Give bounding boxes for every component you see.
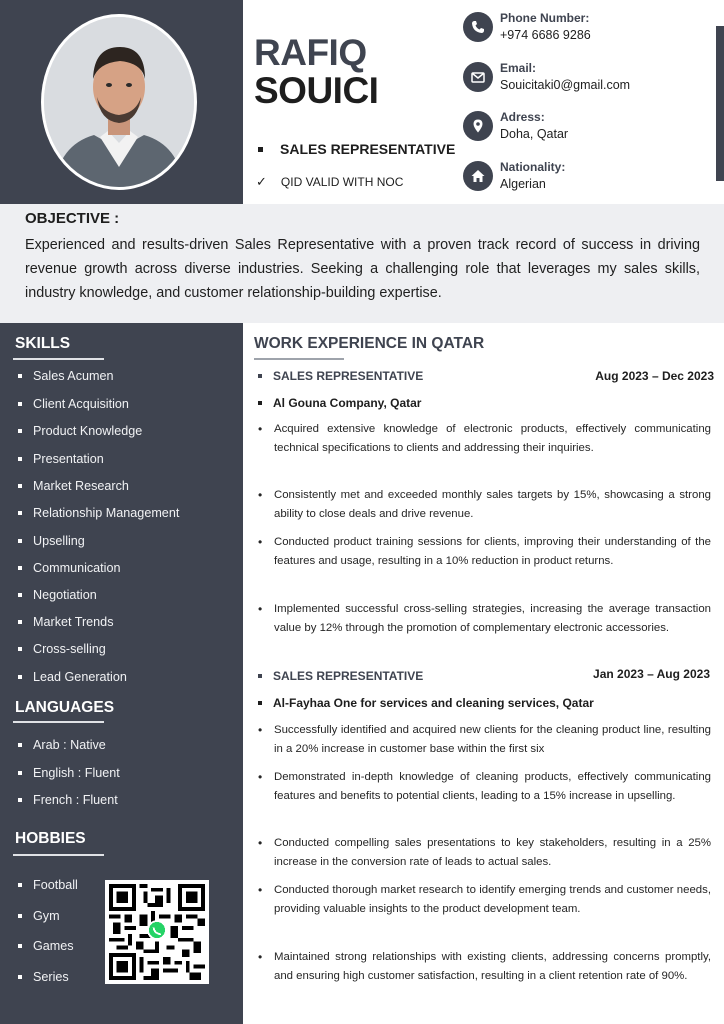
square-bullet-icon [18, 620, 22, 624]
bullet-text: Consistently met and exceeded monthly sales targets by 15%, showcasing a strong ability to close deals and drive revenue. [274, 489, 711, 520]
nationality-value: Algerian [500, 177, 546, 191]
square-bullet-icon [18, 484, 22, 488]
square-bullet-icon [18, 975, 22, 979]
contact-email [463, 60, 630, 94]
job-bullet: • Maintained strong relationships with existing clients, addressing concerns promptly, and ensuring high customer satisfaction, resulting in a client retention rate of 90%. [258, 948, 711, 985]
skill-label: Communication [33, 561, 121, 575]
skill-label: Cross-selling [33, 642, 106, 656]
skills-title: SKILLS [15, 335, 71, 352]
square-bullet-icon [18, 402, 22, 406]
experience-title: WORK EXPERIENCE IN QATAR [254, 335, 485, 352]
job-role [258, 369, 423, 383]
square-bullet-icon [258, 701, 262, 705]
whatsapp-qr-code[interactable] [105, 880, 209, 984]
phone-icon [463, 12, 493, 42]
square-bullet-icon [258, 374, 262, 378]
skill-label: Lead Generation [33, 670, 127, 684]
skill-item [18, 534, 85, 548]
full-name [254, 34, 378, 110]
skill-item [18, 479, 129, 493]
job-dates: Jan 2023 – Aug 2023 [593, 667, 710, 681]
language-label: English : Fluent [33, 766, 120, 780]
job-bullet: • Acquired extensive knowledge of electronic products, effectively communicating technical specifications to clients and addressing their inquiries. [258, 420, 711, 457]
checkmark-icon: ✓ [256, 174, 267, 189]
home-icon [463, 161, 493, 191]
square-bullet-icon [258, 674, 262, 678]
skill-item [18, 561, 121, 575]
language-label: French : Fluent [33, 793, 118, 807]
qid-status: QID VALID WITH NOC [280, 175, 404, 189]
location-pin-icon [463, 111, 493, 141]
job-title: SALES REPRESENTATIVE [280, 141, 456, 157]
hobby-item [18, 970, 69, 984]
accent-bar [716, 26, 724, 181]
bullet-text: Acquired extensive knowledge of electronic products, effectively communicating technical specifications to clients and addressing their inquiries. [274, 423, 711, 454]
hobby-label: Games [33, 939, 74, 953]
address-value: Doha, Qatar [500, 127, 569, 141]
objective-section [0, 204, 724, 323]
hobby-item [18, 939, 74, 953]
skill-label: Market Research [33, 479, 129, 493]
skill-label: Product Knowledge [33, 424, 143, 438]
phone-value: +974 6686 9286 [500, 28, 591, 42]
section-divider [13, 854, 104, 856]
skill-label: Sales Acumen [33, 369, 114, 383]
contact-nationality [463, 159, 565, 193]
job-company [258, 396, 421, 410]
objective-text: Experienced and results-driven Sales Representative with a proven track record of success in driving revenue growth across diverse industries. Seeking a challenging role that leverages my sales skills, industry knowledge, and customer relationship-building expertise. [25, 237, 700, 301]
skill-item [18, 588, 97, 602]
section-divider [13, 358, 104, 360]
first-name: RAFIQ [254, 32, 367, 73]
bullet-text: Demonstrated in-depth knowledge of cleaning products, effectively communicating features and benefits to potential clients, leading to a 15% increase in upselling. [274, 771, 711, 802]
contact-address [463, 109, 568, 143]
job-title-row [258, 141, 455, 157]
skill-label: Client Acquisition [33, 397, 129, 411]
hobbies-title: HOBBIES [15, 830, 86, 847]
objective-title: OBJECTIVE : [25, 210, 120, 227]
hobby-item [18, 878, 78, 892]
square-bullet-icon [18, 743, 22, 747]
company-name: Al-Fayhaa One for services and cleaning services, Qatar [273, 696, 594, 710]
square-bullet-icon [18, 374, 22, 378]
square-bullet-icon [18, 883, 22, 887]
job-bullet: • Implemented successful cross-selling strategies, increasing the average transaction value by 12% through the promotion of complementary electronic accessories. [258, 600, 711, 637]
bullet-text: Conducted thorough market research to identify emerging trends and customer needs, providing valuable insights to the product development team. [274, 884, 711, 915]
job-bullet: • Consistently met and exceeded monthly sales targets by 15%, showcasing a strong ability to close deals and drive revenue. [258, 486, 711, 523]
bullet-text: Conducted product training sessions for clients, improving their understanding of the features and usage, resulting in a 10% reduction in product returns. [274, 536, 711, 567]
contact-label: Nationality: [500, 160, 566, 174]
skill-label: Relationship Management [33, 506, 180, 520]
job-bullet: • Conducted thorough market research to identify emerging trends and customer needs, providing valuable insights to the product development team. [258, 881, 711, 918]
job-bullet: • Conducted product training sessions for clients, improving their understanding of the features and usage, resulting in a 10% reduction in product returns. [258, 533, 711, 570]
section-divider [13, 721, 104, 723]
last-name: SOUICI [254, 70, 379, 111]
job-bullet: • Successfully identified and acquired new clients for the cleaning product line, resulting in a 20% increase in customer base within the first six [258, 721, 711, 758]
company-name: Al Gouna Company, Qatar [273, 396, 422, 410]
skill-item [18, 615, 114, 629]
mail-icon [463, 62, 493, 92]
square-bullet-icon [258, 401, 262, 405]
square-bullet-icon [18, 798, 22, 802]
contact-label: Phone Number: [500, 11, 590, 25]
job-bullet: • Conducted compelling sales presentations to key stakeholders, resulting in a 25% increase in the conversion rate of leads to actual sales. [258, 834, 711, 871]
square-bullet-icon [18, 914, 22, 918]
square-bullet-icon [18, 429, 22, 433]
square-bullet-icon [18, 771, 22, 775]
contact-label: Email: [500, 61, 537, 75]
bullet-text: Maintained strong relationships with existing clients, addressing concerns promptly, and ensuring high customer satisfaction, resulting in a client retention rate of 90%. [274, 951, 711, 982]
job-bullet: • Demonstrated in-depth knowledge of cleaning products, effectively communicating features and benefits to potential clients, leading to a 15% increase in upselling. [258, 768, 711, 805]
square-bullet-icon [18, 539, 22, 543]
skill-label: Market Trends [33, 615, 114, 629]
skill-item [18, 506, 179, 520]
role-title: SALES REPRESENTATIVE [273, 369, 424, 383]
square-bullet-icon [18, 457, 22, 461]
email-value: Souicitaki0@gmail.com [500, 78, 631, 92]
hobby-item [18, 909, 60, 923]
bullet-text: Implemented successful cross-selling strategies, increasing the average transaction value by 12% through the promotion of complementary electronic accessories. [274, 603, 711, 634]
skill-label: Presentation [33, 452, 104, 466]
job-company [258, 696, 594, 710]
square-bullet-icon [258, 147, 263, 152]
hobby-label: Football [33, 878, 78, 892]
square-bullet-icon [18, 511, 22, 515]
role-title: SALES REPRESENTATIVE [273, 669, 424, 683]
skill-label: Upselling [33, 534, 85, 548]
hobby-label: Series [33, 970, 69, 984]
bullet-text: Conducted compelling sales presentations to key stakeholders, resulting in a 25% increase in the conversion rate of leads to actual sales. [274, 837, 711, 868]
square-bullet-icon [18, 675, 22, 679]
skill-item [18, 397, 129, 411]
qid-row [256, 174, 403, 190]
square-bullet-icon [18, 647, 22, 651]
bullet-text: Successfully identified and acquired new clients for the cleaning product line, resulting in a 20% increase in customer base within the first six [274, 724, 711, 755]
skill-item [18, 452, 104, 466]
square-bullet-icon [18, 944, 22, 948]
skill-item [18, 642, 106, 656]
resume-header [0, 0, 724, 204]
square-bullet-icon [18, 566, 22, 570]
section-divider [254, 358, 344, 360]
contact-label: Adress: [500, 110, 545, 124]
languages-title: LANGUAGES [15, 699, 115, 716]
square-bullet-icon [18, 593, 22, 597]
skill-label: Negotiation [33, 588, 97, 602]
contact-phone [463, 10, 591, 44]
skill-item [18, 670, 127, 684]
job-dates: Aug 2023 – Dec 2023 [595, 369, 714, 383]
profile-photo [44, 17, 194, 187]
language-item [18, 793, 118, 807]
language-item [18, 766, 120, 780]
language-item [18, 738, 106, 752]
skill-item [18, 369, 114, 383]
job-role [258, 669, 423, 683]
skill-item [18, 424, 142, 438]
sidebar [0, 323, 243, 1024]
hobby-label: Gym [33, 909, 60, 923]
language-label: Arab : Native [33, 738, 106, 752]
